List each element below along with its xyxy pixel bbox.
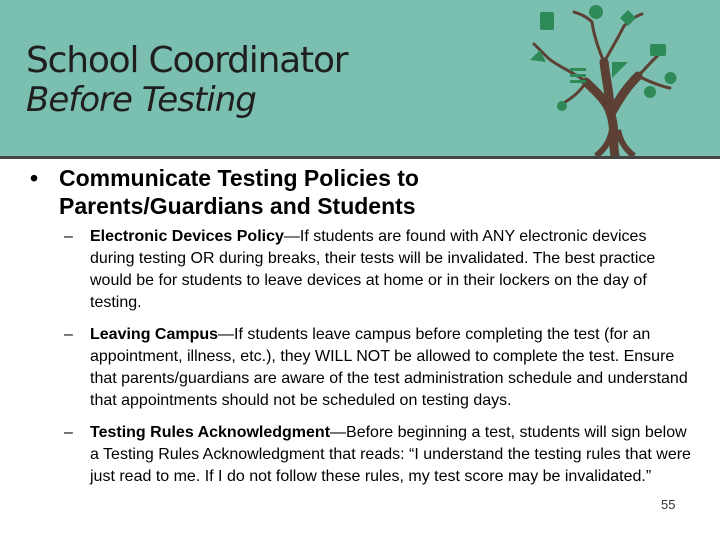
bullet-marker: •: [30, 165, 39, 191]
list-item: [64, 324, 694, 412]
dash-marker: –: [64, 424, 73, 441]
item-heading: Leaving Campus: [90, 326, 219, 343]
dash-marker: –: [64, 326, 73, 343]
page-number: 55: [661, 497, 676, 512]
list-item: [64, 226, 694, 314]
sub-bullet-list: [64, 226, 694, 498]
slide-title: School Coordinator: [26, 40, 348, 81]
education-tree-icon: [500, 0, 720, 156]
item-text: —If students are found with ANY electronic devices during testing OR during breaks, their tests will be invalidated. The best practice would be for students to leave devices at home or in their lockers on the day of testing.: [90, 228, 656, 311]
list-item: [64, 422, 694, 488]
main-bullet: [30, 164, 550, 220]
header-divider: [0, 156, 720, 159]
item-text: —If students leave campus before completing the test (for an appointment, illness, etc.), they WILL NOT be allowed to complete the test. Ensure that parents/guardians are aware of the test administration schedule and understand that appointments should not be scheduled on testing days.: [90, 326, 688, 409]
slide-subtitle: Before Testing: [26, 80, 256, 120]
item-heading: Testing Rules Acknowledgment: [90, 424, 331, 441]
item-heading: Electronic Devices Policy: [90, 228, 284, 245]
dash-marker: –: [64, 228, 73, 245]
main-bullet-text: Communicate Testing Policies to Parents/Guardians and Students: [59, 165, 419, 219]
item-text: —Before beginning a test, students will sign below a Testing Rules Acknowledgment that reads: “I understand the testing rules that were just read to me. If I do not follow these rules, my test score may be invalidated.”: [90, 424, 691, 485]
